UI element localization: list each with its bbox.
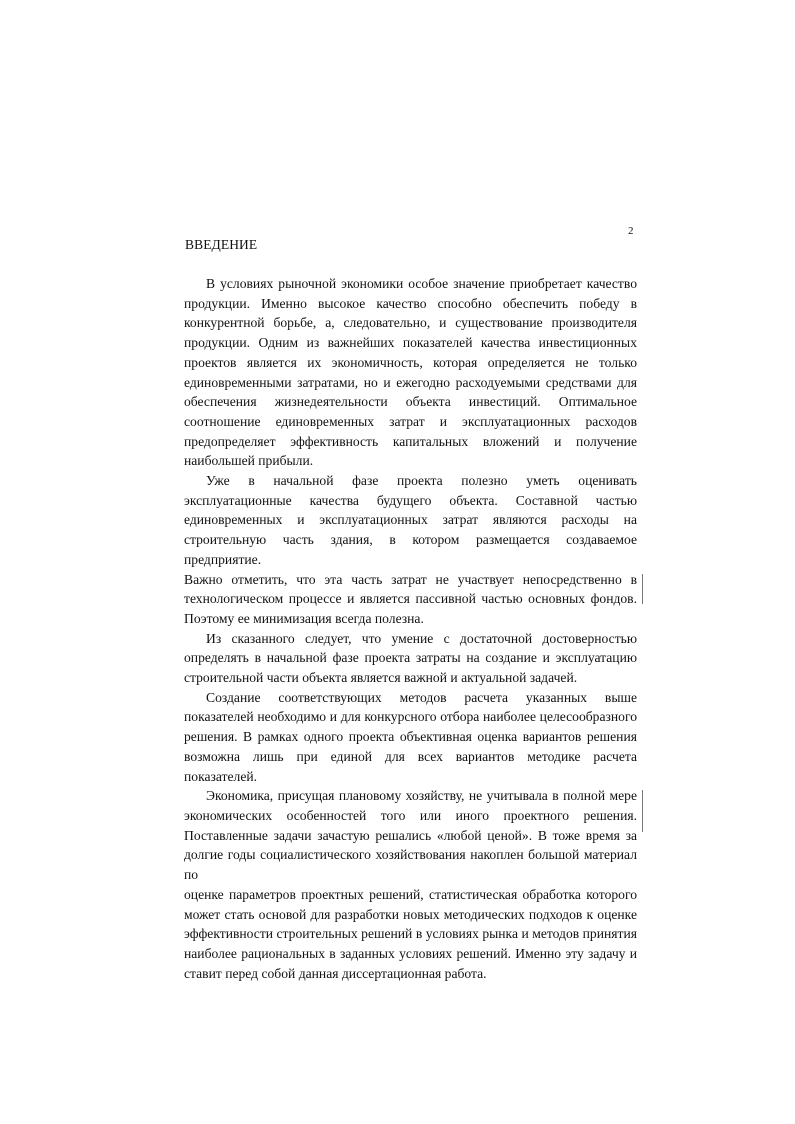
text-line: может стать основой для разработки новых методических подходов к оценке xyxy=(184,906,637,922)
text-line: продукции. Именно высокое качество способно обеспечить победу в xyxy=(184,295,637,311)
text-line: решения. В рамках одного проекта объективная оценка вариантов решения xyxy=(184,729,637,745)
text-line: продукции. Одним из важнейших показателей качества инвестиционных xyxy=(184,335,637,351)
paragraph xyxy=(184,786,637,983)
text-line: единовременными затратами, но и ежегодно расходуемыми средствами для xyxy=(184,374,637,390)
text-line: конкурентной борьбе, а, следовательно, и существование производителя xyxy=(184,315,637,331)
paragraph xyxy=(184,629,637,688)
text-line: долгие годы социалистического хозяйствования накоплен большой материал по xyxy=(184,847,637,883)
text-line: наиболее рациональных в заданных условиях решений. Именно эту задачу и xyxy=(184,945,637,961)
text-line: Создание соответствующих методов расчета указанных выше xyxy=(206,689,637,705)
text-line: Из сказанного следует, что умение с достаточной достоверностью xyxy=(206,630,637,646)
text-line: Экономика, присущая плановому хозяйству, не учитывала в полной мере xyxy=(206,788,637,804)
text-line: определять в начальной фазе проекта затраты на создание и эксплуатацию xyxy=(184,650,637,666)
body-text xyxy=(184,274,637,983)
text-line: наибольшей прибыли. xyxy=(184,453,314,469)
text-line: Уже в начальной фазе проекта полезно уметь оценивать xyxy=(206,473,637,489)
text-line: оценке параметров проектных решений, статистическая обработка которого xyxy=(184,886,637,902)
text-line: предопределяет эффективность капитальных вложений и получение xyxy=(184,433,637,449)
text-line: технологическом процессе и является пассивной частью основных фондов. xyxy=(184,591,637,607)
text-line: строительную часть здания, в котором размещается создаваемое предприятие. xyxy=(184,532,637,567)
text-line: единовременных и эксплуатационных затрат являются расходы на xyxy=(184,512,637,528)
paragraph xyxy=(184,274,637,471)
paragraph xyxy=(184,688,637,787)
text-line: обеспечения жизнедеятельности объекта инвестиций. Оптимальное xyxy=(184,394,637,410)
scan-margin-mark xyxy=(642,790,643,832)
text-line: Поставленные задачи зачастую решались «любой ценой». В тоже время за xyxy=(184,827,637,843)
text-line: эксплуатационные качества будущего объекта. Составной частью xyxy=(184,492,637,508)
scan-margin-mark xyxy=(642,574,643,604)
text-line: экономических особенностей того или иного проектного решения. xyxy=(184,807,637,823)
paragraph xyxy=(184,471,637,629)
text-line: проектов является их экономичность, которая определяется не только xyxy=(184,354,637,370)
text-line: Важно отметить, что эта часть затрат не участвует непосредственно в xyxy=(184,571,637,587)
text-line: соотношение единовременных затрат и эксплуатационных расходов xyxy=(184,413,637,429)
text-line: эффективности строительных решений в условиях рынка и методов принятия xyxy=(184,926,637,942)
text-line: В условиях рыночной экономики особое значение приобретает качество xyxy=(206,276,637,291)
section-heading: ВВЕДЕНИЕ xyxy=(185,237,258,252)
text-line: возможна лишь при единой для всех вариантов методике расчета показателей. xyxy=(184,748,637,784)
page-number: 2 xyxy=(628,225,634,237)
text-line: ставит перед собой данная диссертационная работа. xyxy=(184,965,487,981)
text-line: строительной части объекта является важной и актуальной задачей. xyxy=(184,670,578,686)
text-line: показателей необходимо и для конкурсного отбора наиболее целесообразного xyxy=(184,709,637,725)
text-line: Поэтому ее минимизация всегда полезна. xyxy=(184,610,424,626)
